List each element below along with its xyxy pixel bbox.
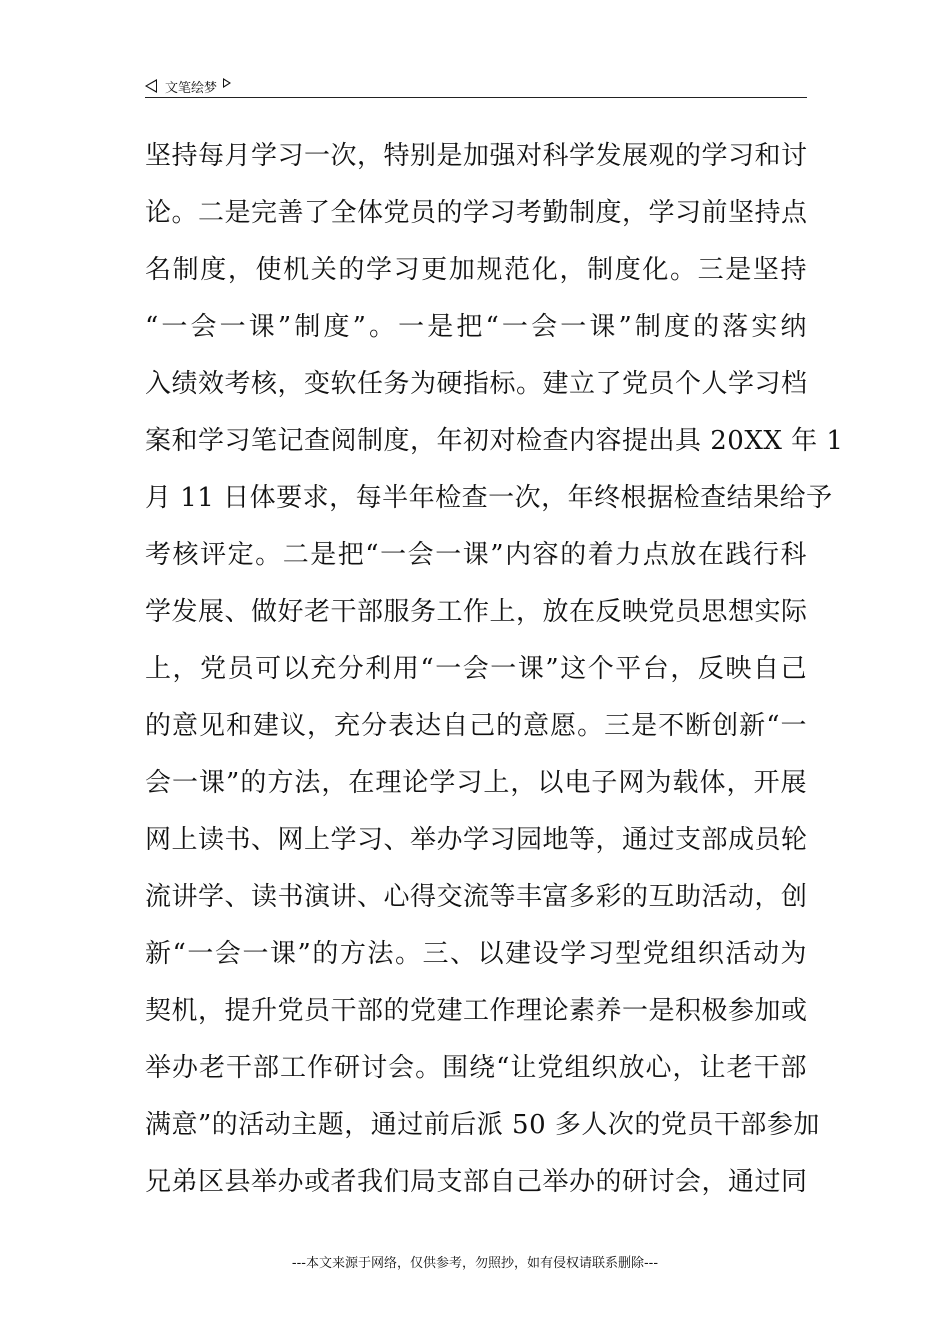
page-header: [145, 74, 807, 98]
body-line: 流讲学、读书演讲、心得交流等丰富多彩的互助活动，创: [145, 882, 808, 912]
body-line: 案和学习笔记查阅制度，年初对检查内容提出具 20XX 年 1: [145, 426, 844, 456]
body-line: 入绩效考核，变软任务为硬指标。建立了党员个人学习档: [145, 369, 808, 399]
body-line: 论。二是完善了全体党员的学习考勤制度，学习前坚持点: [145, 198, 808, 228]
body-line: 会一课”的方法，在理论学习上，以电子网为载体，开展: [145, 768, 807, 798]
body-line: 网上读书、网上学习、举办学习园地等，通过支部成员轮: [145, 825, 808, 855]
footer-disclaimer: ---本文来源于网络，仅供参考，勿照抄，如有侵权请联系删除---: [291, 1256, 659, 1271]
triangle-right-icon: [223, 78, 231, 88]
header-title: 文笔绘梦: [165, 80, 218, 96]
body-line: 学发展、做好老干部服务工作上，放在反映党员思想实际: [145, 597, 808, 627]
body-line: 兄弟区县举办或者我们局支部自己举办的研讨会，通过同: [145, 1167, 808, 1197]
body-line: 坚持每月学习一次，特别是加强对科学发展观的学习和讨: [145, 141, 808, 171]
body-line: 的意见和建议，充分表达自己的意愿。三是不断创新“一: [145, 711, 807, 741]
body-line: 上，党员可以充分利用“一会一课”这个平台，反映自己: [145, 654, 807, 684]
body-line: 考核评定。二是把“一会一课”内容的着力点放在践行科: [145, 540, 807, 570]
body-line: 举办老干部工作研讨会。围绕“让党组织放心，让老干部: [145, 1053, 807, 1083]
body-line: 契机，提升党员干部的党建工作理论素养一是积极参加或: [145, 996, 808, 1026]
body-line: 满意”的活动主题，通过前后派 50 多人次的党员干部参加: [145, 1110, 820, 1140]
body-line: 名制度，使机关的学习更加规范化，制度化。三是坚持: [145, 255, 807, 285]
triangle-left-icon: [145, 79, 157, 93]
body-line: “一会一课”制度”。一是把“一会一课”制度的落实纳: [145, 312, 807, 342]
body-line: 月 11 日体要求，每半年检查一次，年终根据检查结果给予: [145, 483, 833, 513]
header-divider: [145, 97, 807, 98]
body-line: 新“一会一课”的方法。三、以建设学习型党组织活动为: [145, 939, 807, 969]
document-body: [145, 128, 844, 1211]
